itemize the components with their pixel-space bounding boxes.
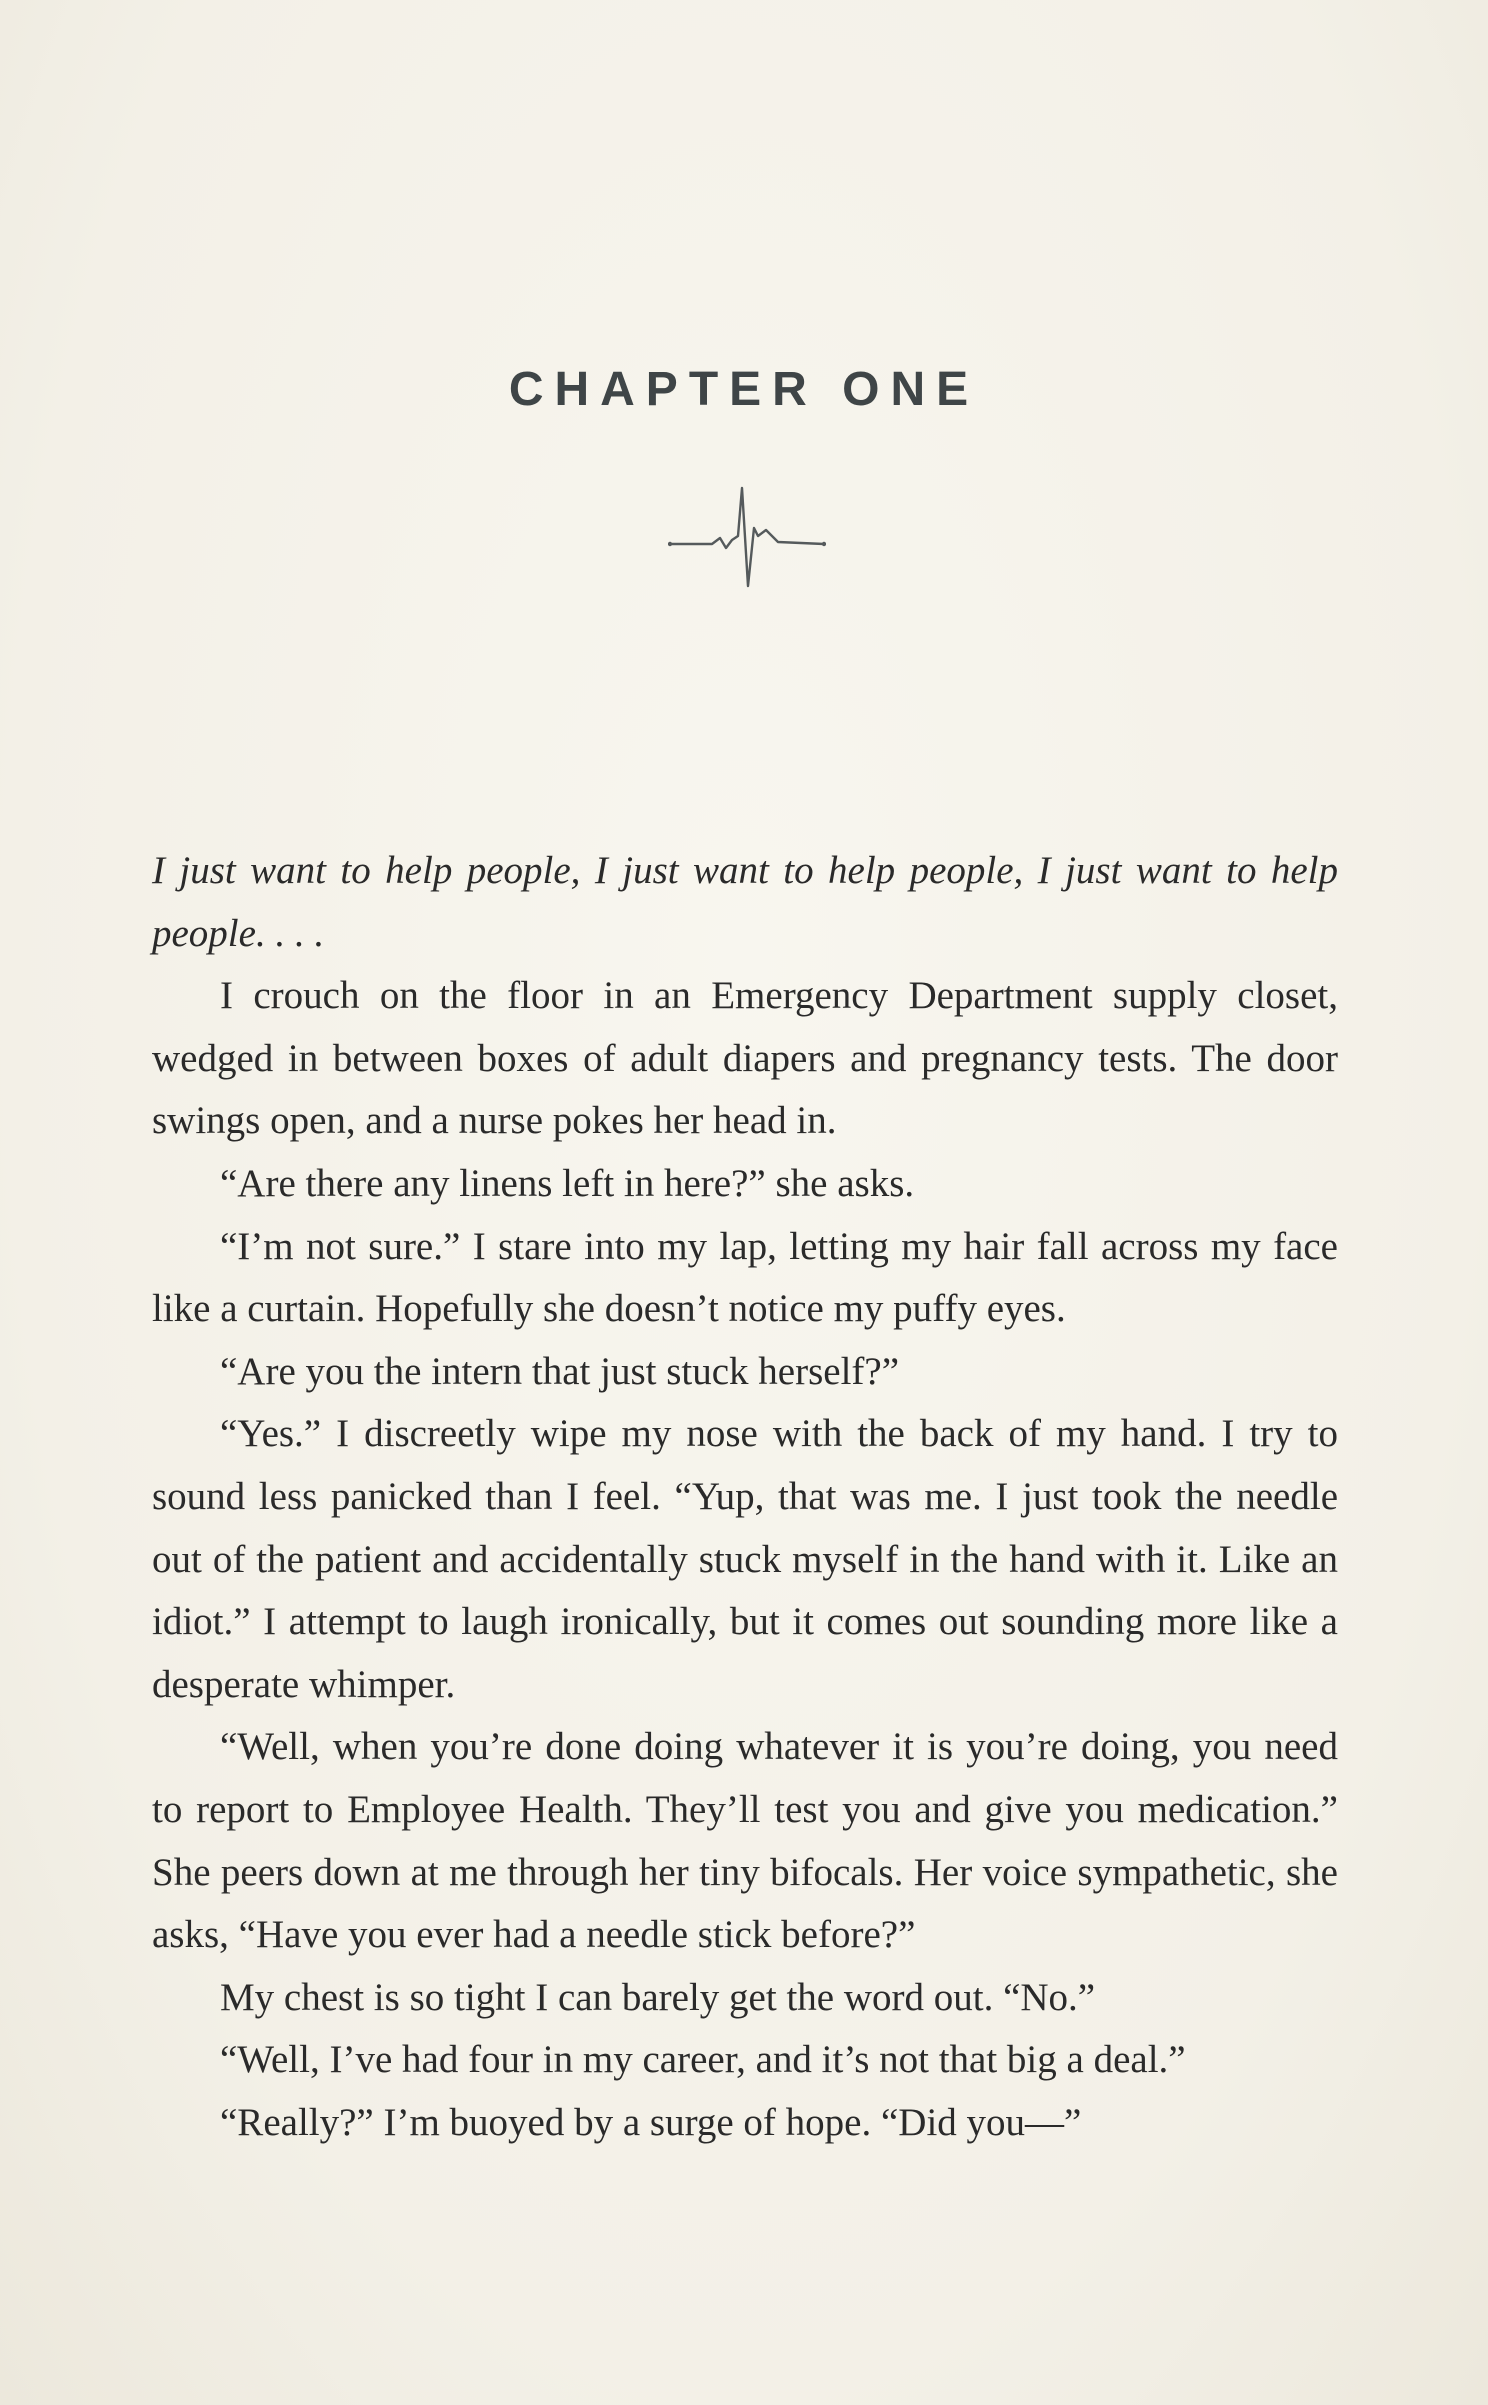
paragraph: “Really?” I’m buoyed by a surge of hope. “Did you—” [220,2100,1082,2144]
paragraph: “Yes.” I discreetly wipe my nose with the back of my hand. I try to sound less panicked than I feel. “Yup, that was me. I just took the needle out of the patient and accidentally stuck myself in the hand with it. Like an idiot.” I attempt to laugh ironically, but it comes out sounding more like a desperate whimper. [152,1412,1338,1706]
heartbeat-line-icon [668,478,826,596]
paragraph: I crouch on the floor in an Emergency Department supply closet, wedged in between boxes of adult diapers and pregnancy tests. The door swings open, and a nurse pokes her head in. [152,974,1338,1143]
paragraph: “Are you the intern that just stuck herself?” [220,1349,900,1393]
chapter-heading: CHAPTER ONE [508,363,980,416]
paragraph: “Are there any linens left in here?” she asks. [220,1161,915,1205]
paragraph: “I’m not sure.” I stare into my lap, letting my hair fall across my face like a curtain. Hopefully she doesn’t notice my puffy eyes. [152,1224,1338,1331]
paragraph: My chest is so tight I can barely get the word out. “No.” [220,1975,1096,2019]
paragraph: “Well, when you’re done doing whatever it is you’re doing, you need to report to Employee Health. They’ll test you and give you medication.” She peers down at me through her tiny bifocals. Her voice sympathetic, she asks, “Have you ever had a needle stick before?” [152,1725,1338,1957]
opening-italic-paragraph: I just want to help people, I just want to help people, I just want to help people. . . . [152,849,1338,955]
chapter-body [152,840,1338,2154]
paragraph: “Well, I’ve had four in my career, and it’s not that big a deal.” [220,2038,1186,2082]
